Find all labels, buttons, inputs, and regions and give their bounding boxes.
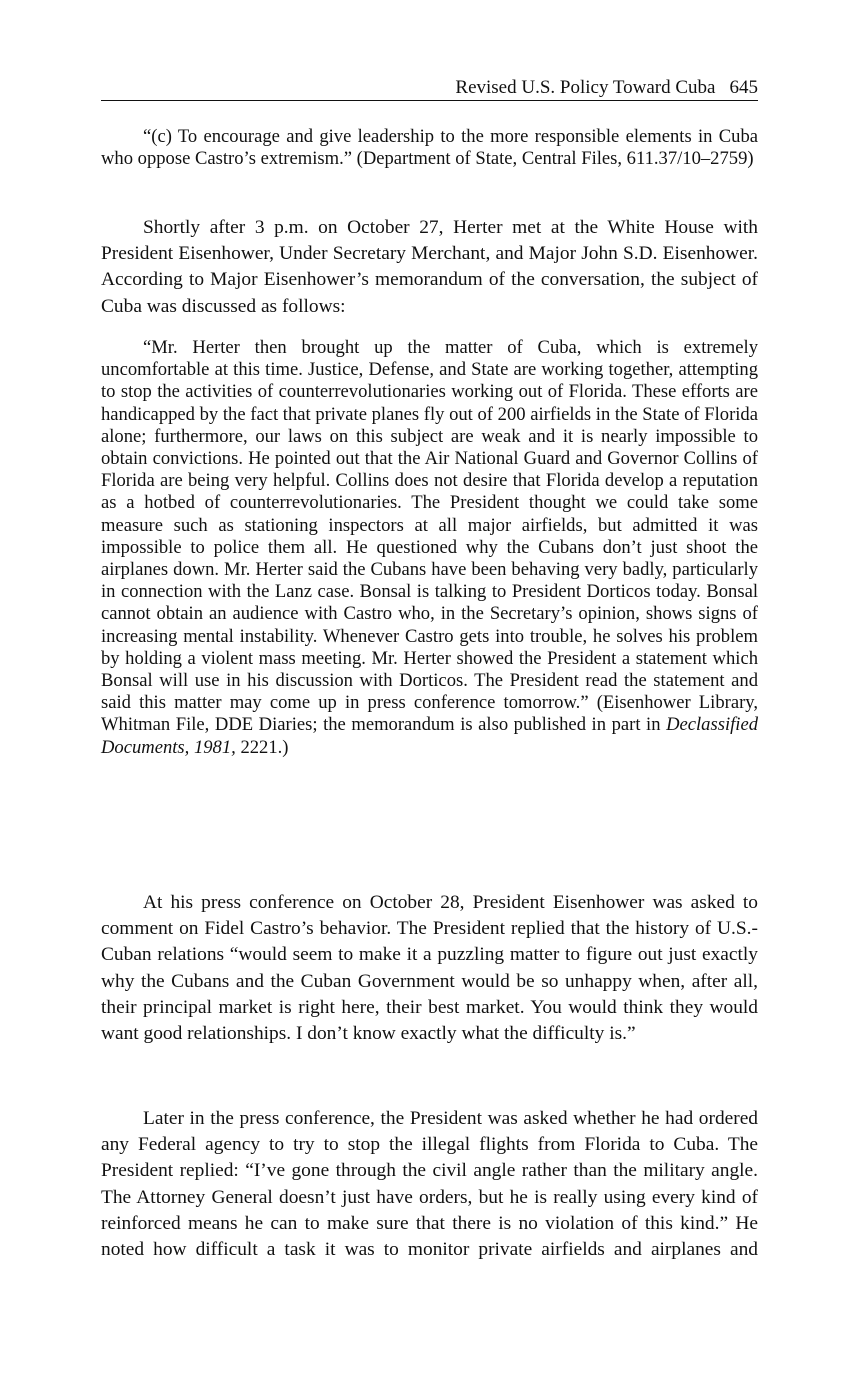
memorandum-citation-italic: Declassified Documents, 1981,: [101, 714, 758, 758]
page-number: 645: [729, 77, 758, 98]
running-header: [101, 76, 758, 100]
memorandum-text: “Mr. Herter then brought up the matter of Cuba, which is extremely uncomfortable at this time. Justice, Defense, and State are working together, attempting to stop the activities of counterrevolutionaries working out of Florida. These efforts are handicapped by the fact that private planes fly out of 200 airfields in the State of Florida alone; furthermore, our laws on this subject are weak and it is nearly impossible to obtain convictions. He pointed out that the Air National Guard and Governor Collins of Florida are being very helpful. Collins does not desire that Florida develop a reputation as a hotbed of counterrevolutionaries. The President thought we could take some measure such as stationing inspectors at all major airfields, but admitted it was impossible to police them all. He questioned why the Cubans don’t just shoot the airplanes down. Mr. Herter said the Cubans have been behaving very badly, particularly in connection with the Lanz case. Bonsal is talking to President Dorticos today. Bonsal cannot obtain an audience with Castro who, in the Secretary’s opinion, shows signs of increasing mental instability. Whenever Castro gets into trouble, he solves his problem by holding a violent mass meeting. Mr. Herter showed the President a statement which Bonsal will use in his discussion with Dorticos. The President read the statement and said this matter may come up in press conference tomorrow.” (Eisenhower Library, Whitman File, DDE Diaries; the memorandum is also published in part in: [101, 337, 758, 736]
paragraph-herter-meeting: Shortly after 3 p.m. on October 27, Herter met at the White House with President Eisenhower, Under Secretary Merchant, and Major John S.D. Eisenhower. According to Major Eisenhower’s memorandum of the conversation, the subject of Cuba was discussed as follows:: [101, 217, 758, 317]
paragraph-illegal-flights: Later in the press conference, the President was asked whether he had ordered any Federal agency to try to stop the illegal flights from Florida to Cuba. The President replied: “I’ve gone through the civil angle rather than the military angle. The Attorney General doesn’t just have orders, but he is really using every kind of reinforced means he can to make sure that there is no violation of this kind.” He noted how difficult a task it was to monitor private airfields and airplanes and: [101, 1108, 758, 1261]
header-rule: [101, 100, 758, 101]
quoted-paragraph-directive: “(c) To encourage and give leadership to the more responsible elements in Cuba who oppose Castro’s extremism.” (Department of State, Central Files, 611.37/10–2759): [101, 126, 758, 170]
running-title: Revised U.S. Policy Toward Cuba: [455, 77, 716, 98]
memorandum-citation-tail: 2221.): [235, 736, 289, 758]
quoted-paragraph-memorandum: [101, 337, 758, 759]
paragraph-press-conference: At his press conference on October 28, President Eisenhower was asked to comment on Fidel Castro’s behavior. The President replied that the history of U.S.-Cuban relations “would seem to make it a puzzling matter to figure out just exactly why the Cubans and the Cuban Government would be so unhappy when, after all, their principal market is right here, their best market. You would think they would want good relationships. I don’t know exactly what the difficulty is.”: [101, 892, 758, 1045]
